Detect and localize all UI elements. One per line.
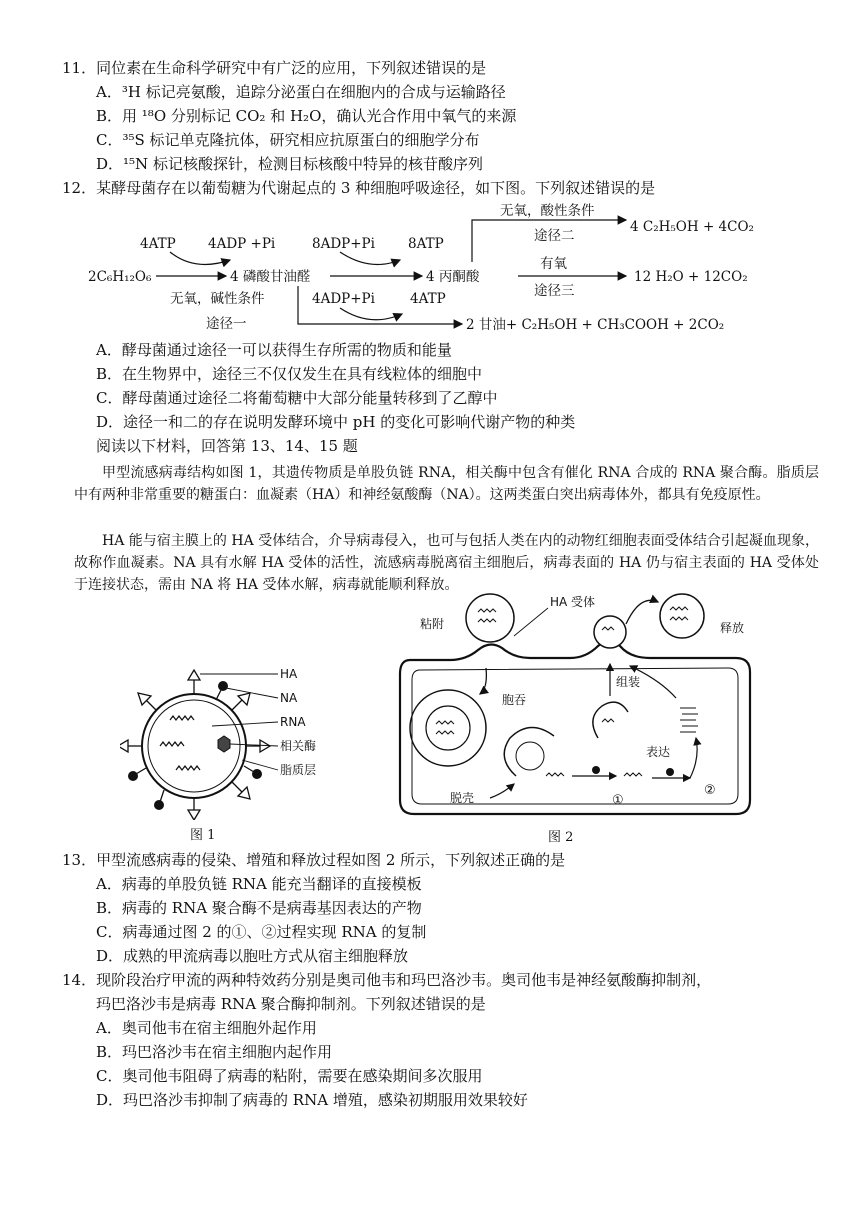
q12-option-d: D．途径一和二的存在说明发酵环境中 pH 的变化可影响代谢产物的种类 <box>96 413 576 431</box>
q14-option-c: C．奥司他韦阻碍了病毒的粘附，需要在感染期间多次服用 <box>96 1067 483 1085</box>
q12-stem: 12．某酵母菌存在以葡萄糖为代谢起点的 3 种细胞呼吸途径，如下图。下列叙述错误的是 <box>62 179 656 197</box>
q12-option-c: C．酵母菌通过途径二将葡萄糖中大部分能量转移到了乙醇中 <box>96 389 498 407</box>
q13-option-b: B．病毒的 RNA 聚合酶不是病毒基因表达的产物 <box>96 899 422 917</box>
fig2-label-step2: ② <box>704 783 716 798</box>
rna-strands <box>160 716 200 770</box>
material-paragraph-1: 甲型流感病毒结构如图 1，其遗传物质是单股负链 RNA，相关酶中包含有催化 RNA 合成的 RNA 聚合酶。脂质层中有两种非常重要的糖蛋白：血凝素（HA）和神经氨酸酶（NA）。这两类蛋白突出病毒体外，都具有免疫原性。 <box>74 465 819 503</box>
q14-option-b: B．玛巴洛沙韦在宿主细胞内起作用 <box>96 1043 333 1061</box>
q14-option-a: A．奥司他韦在宿主细胞外起作用 <box>96 1019 317 1037</box>
nucleus-uncoating <box>504 727 554 776</box>
scheme-atp-out2: 8ATP <box>408 236 444 252</box>
virus-attaching <box>466 594 514 642</box>
material-paragraph-2: HA 能与宿主膜上的 HA 受体结合，介导病毒侵入，也可与包括人类在内的动物红细胞表面受体结合引起凝血现象，故称作血凝素。NA 具有水解 HA 受体的活性，流感病毒脱离宿主细胞后，病毒表面的 HA 仍与宿主表面的 HA 受体处于连接状态，需由 NA 将 HA 受体水解，病毒就能顺利释放。 <box>74 533 819 593</box>
q11-stem: 11．同位素在生命科学研究中有广泛的应用，下列叙述错误的是 <box>62 59 487 77</box>
scheme-intermediate: 4 磷酸甘油醛 <box>230 269 311 285</box>
q12-option-a: A．酵母菌通过途径一可以获得生存所需的物质和能量 <box>96 341 452 359</box>
rna-stack <box>680 708 698 732</box>
engulf-arrow <box>480 668 486 694</box>
fig1-label-enzyme: 相关酶 <box>280 739 317 753</box>
fig2-label-assemble: 组装 <box>616 675 641 689</box>
uncoat-arrow <box>490 784 514 798</box>
polymerase-dot-2 <box>666 768 674 776</box>
scheme-curve-1 <box>170 252 230 265</box>
scheme-atp-out1: 4ATP <box>410 291 446 307</box>
q11-option-d: D．¹⁵N 标记核酸探针，检测目标核酸中特异的核苷酸序列 <box>96 155 483 173</box>
fig1-label-lipid: 脂质层 <box>280 763 317 777</box>
material-intro: 阅读以下材料，回答第 13、14、15 题 <box>96 437 358 455</box>
assembling-capsid <box>593 702 628 738</box>
scheme-glucose: 2C₆H₁₂O₆ <box>88 269 152 285</box>
scheme-path3-name: 途径三 <box>534 283 575 299</box>
virus-released <box>660 594 704 638</box>
scheme-path2-condition: 无氧，酸性条件 <box>500 203 595 219</box>
scheme-path3-condition: 有氧 <box>540 256 567 272</box>
polymerase-dot-1 <box>592 766 600 774</box>
fig2-label-ha-receptor: HA 受体 <box>550 595 596 609</box>
figure-1-caption: 图 1 <box>190 828 216 843</box>
figure-2-infection-cycle <box>390 588 770 820</box>
scheme-path1-condition: 无氧，碱性条件 <box>170 291 265 307</box>
scheme-path1-name: 途径一 <box>206 316 247 332</box>
rna-strand-2 <box>624 773 642 776</box>
q12-option-b: B．在生物界中，途径三不仅仅发生在具有线粒体的细胞中 <box>96 365 483 383</box>
q14-stem-line-1: 14．现阶段治疗甲流的两种特效药分别是奥司他韦和玛巴洛沙韦。奥司他韦是神经氨酸酶抑制剂， <box>62 971 712 989</box>
endosome <box>410 690 486 766</box>
fig1-label-ha: HA <box>280 667 298 681</box>
ha-receptor-leader <box>514 608 548 636</box>
respiration-pathway-scheme <box>0 200 860 340</box>
scheme-path2-name: 途径二 <box>534 228 575 244</box>
scheme-path3-product: 12 H₂O + 12CO₂ <box>634 269 748 285</box>
fig2-label-express: 表达 <box>646 745 671 759</box>
release-arrow <box>626 600 658 624</box>
figure-1-virus-structure <box>120 660 320 820</box>
figure-2-caption: 图 2 <box>548 830 574 845</box>
scheme-adp-out: 4ADP +Pi <box>208 236 276 252</box>
q13-option-d: D．成熟的甲流病毒以胞吐方式从宿主细胞释放 <box>96 947 409 965</box>
fig1-label-na: NA <box>280 691 298 705</box>
scheme-atp-in: 4ATP <box>140 236 176 252</box>
q13-option-a: A．病毒的单股负链 RNA 能充当翻译的直接模板 <box>96 875 422 893</box>
scheme-curve-3 <box>340 308 402 320</box>
enzyme-icon <box>218 736 230 752</box>
fig1-label-rna: RNA <box>280 715 306 729</box>
rna-strand-1 <box>546 773 564 776</box>
scheme-path1-product: 2 甘油+ C₂H₅OH + CH₃COOH + 2CO₂ <box>466 317 725 333</box>
fig2-label-step1: ① <box>612 793 624 808</box>
to-stack-arrow <box>690 738 697 778</box>
virus-budding <box>594 616 626 648</box>
fig2-label-attach: 粘附 <box>420 617 445 631</box>
q11-option-a: A．³H 标记亮氨酸，追踪分泌蛋白在细胞内的合成与运输路径 <box>96 83 506 101</box>
scheme-curve-2 <box>340 252 400 265</box>
q14-stem-line-2: 玛巴洛沙韦是病毒 RNA 聚合酶抑制剂。下列叙述错误的是 <box>96 995 486 1013</box>
q11-option-c: C．³⁵S 标记单克隆抗体，研究相应抗原蛋白的细胞学分布 <box>96 131 480 149</box>
q14-option-d: D．玛巴洛沙韦抑制了病毒的 RNA 增殖，感染初期服用效果较好 <box>96 1091 528 1109</box>
scheme-pyruvate: 4 丙酮酸 <box>426 269 480 285</box>
fig2-label-release: 释放 <box>720 621 745 635</box>
scheme-adp-in1: 4ADP+Pi <box>312 291 375 307</box>
fig2-label-uncoat: 脱壳 <box>450 791 475 805</box>
q13-stem: 13．甲型流感病毒的侵染、增殖和释放过程如图 2 所示，下列叙述正确的是 <box>62 851 566 869</box>
scheme-adp-in2: 8ADP+Pi <box>312 236 375 252</box>
q11-option-b: B．用 ¹⁸O 分别标记 CO₂ 和 H₂O，确认光合作用中氧气的来源 <box>96 107 517 125</box>
scheme-path2-product: 4 C₂H₅OH + 4CO₂ <box>630 219 754 235</box>
q13-option-c: C．病毒通过图 2 的①、②过程实现 RNA 的复制 <box>96 923 427 941</box>
fig2-label-engulf: 胞吞 <box>502 693 527 707</box>
